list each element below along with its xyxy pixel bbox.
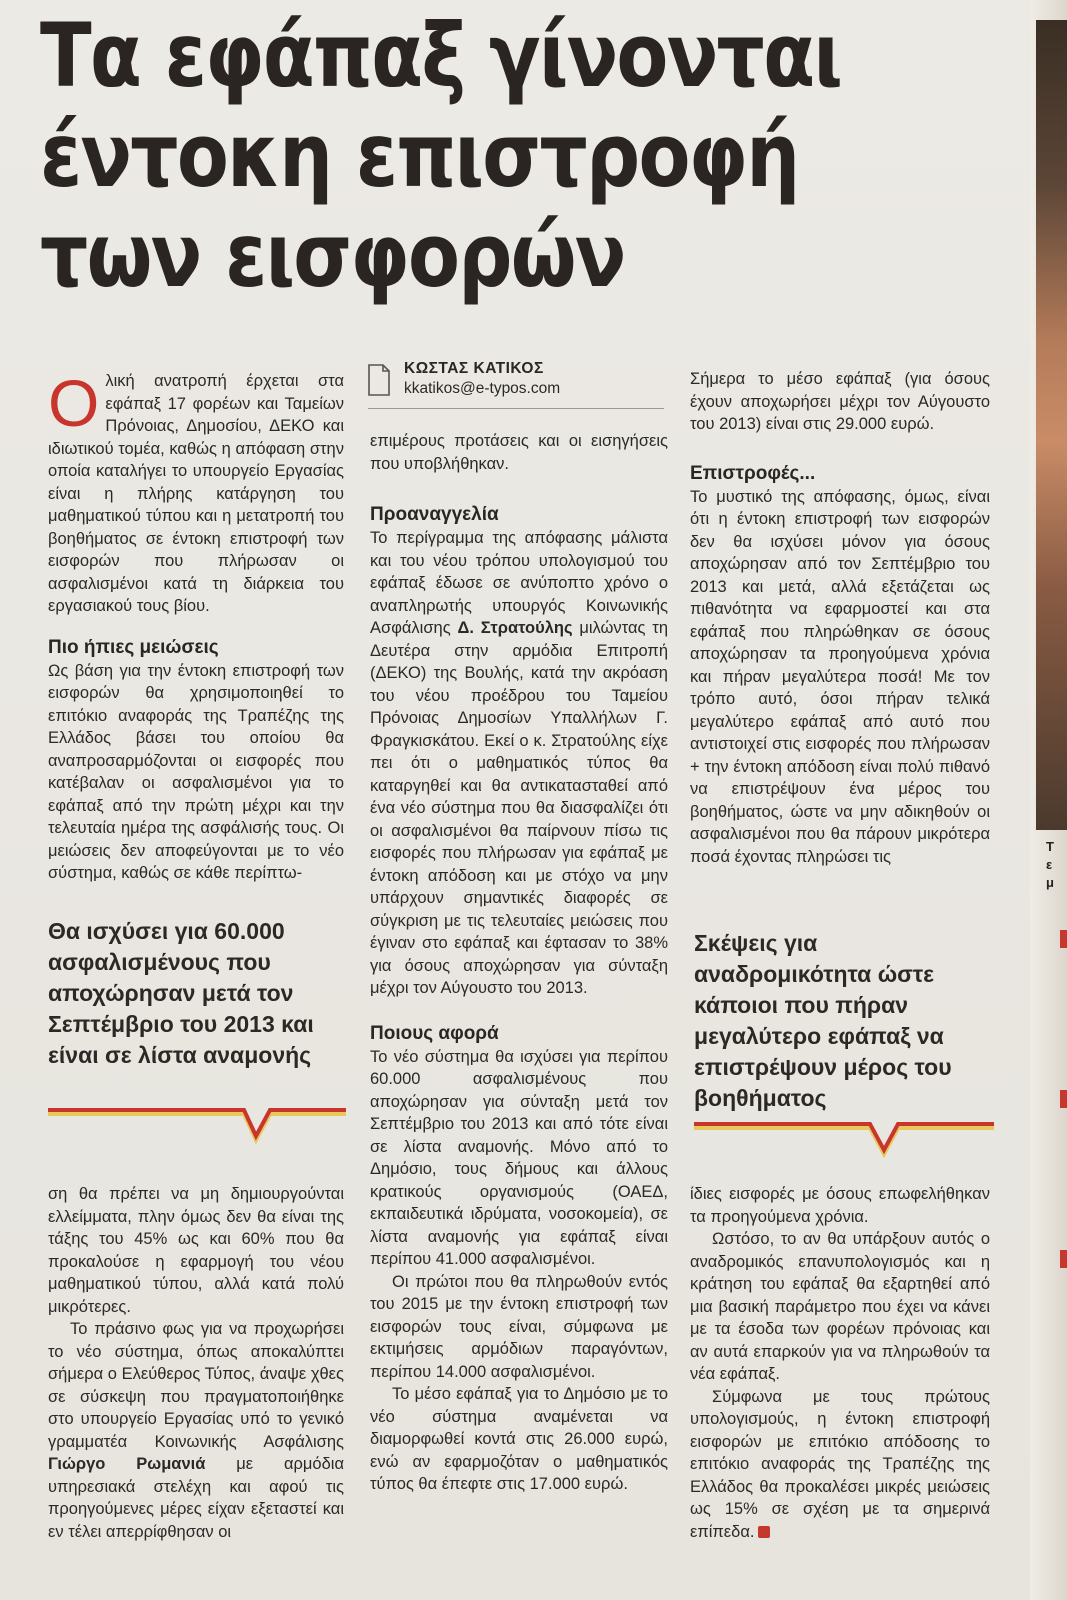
drop-cap: Ο [48,366,100,440]
byline [368,360,664,409]
subhead-refunds: Επιστροφές... [690,462,816,484]
pull-quote-right: Σκέψεις για αναδρομικότητα ώστε κάποιοι που πήραν μεγαλύτερο εφάπαξ να επιστρέψουν μέρος του βοηθήματος [694,930,952,1111]
body-paragraph: Σήμερα το μέσο εφάπαξ (για όσους έχουν αποχωρήσει μέχρι τον Αύγουστο του 2013) είναι στις 29.000 ευρώ. [690,370,990,433]
pullquote-divider-left [48,1104,346,1144]
bold-name: Γιώργο Ρωμανιά [48,1455,206,1473]
pullquote-divider-right [694,1118,994,1158]
body-paragraph: Οι πρώτοι που θα πληρωθούν εντός του 2015 με την έντοκη επιστροφή των εισφορών τους είναι, σύμφωνα με εκτιμήσεις αρμόδιων παραγόντων, περίπου 14.000 ασφαλισμένοι. [370,1272,668,1381]
headline-line-3: των εισφορών [40,204,625,307]
pull-quote-left: Θα ισχύσει για 60.000 ασφαλισμένους που αποχώρησαν μετά τον Σεπτέμβριο του 2013 και είναι σε λίστα αναμονής [48,918,314,1068]
body-paragraph: Ωστόσο, το αν θα υπάρξουν αυτός ο αναδρομικός επανυπολογισμός και η κράτηση του εφάπαξ θα εξαρτηθεί από μια βασική παράμετρο που έχει να κάνει με τα έσοδα των φορέων πρόνοιας και αν αυτά επαρκούν για να πληρωθούν τα νέα εφάπαξ. [690,1230,990,1383]
body-paragraph: Το μυστικό της απόφασης, όμως, είναι ότι η έντοκη επιστροφή των εισφορών δεν θα ισχύσει μόνον για όσους αποχώρησαν από τον Σεπτέμβριο του 2013 και μετά, αλλά εξετάζεται ως πιθανότητα να εφαρμοστεί και στα εφάπαξ που πληρώθηκαν σε όσους αποχώρησαν τα προηγούμενα χρόνια και πήραν μεγαλύτερα ποσά! Με τον τρόπο αυτό, όσοι πήραν τελικά μεγαλύτερο εφάπαξ από αυτό που αντιστοιχεί στις εισφορές που πλήρωσαν + την έντοκη απόδοση είναι πολύ πιθανό να επιστρέψουν ένα μέρος του βοηθήματος, ώστε να μην αδικηθούν οι ασφαλισμένοι που θα πάρουν μικρότερα ποσά έχοντας πληρώσει τις [690,487,990,866]
author-name: ΚΩΣΤΑΣ ΚΑΤΙΚΟΣ [404,360,544,377]
adjacent-red-mark [1060,1250,1067,1268]
body-paragraph: Το μέσο εφάπαξ για το Δημόσιο με το νέο σύστημα αναμένεται να διαμορφωθεί κοντά στις 26.000 ευρώ, ενώ αν εφαρμοζόταν ο μαθηματικός τύπος θα έπεφτε στις 17.000 ευρώ. [370,1385,668,1493]
adjacent-article-edge [1030,0,1067,1600]
body-paragraph: ση θα πρέπει να μη δημιουργούνται ελλείμματα, πλην όμως δεν θα είναι της τάξης του 45% ως και 60% που θα προκαλούσε η εφαρμογή του νέου μαθηματικού τύπου, αλλά κατά πολύ μικρότερες. [48,1185,344,1316]
body-paragraph: Το περίγραμμα της απόφασης μάλιστα και του νέου τρόπου υπολογισμού του εφάπαξ έδωσε σε ανύποπτο χρόνο ο αναπληρωτής υπουργός Κοινωνικής Ασφάλισης Δ. Στρατούλης μιλώντας τη Δευτέρα στην αρμόδια Επιτροπή (ΔΕΚΟ) της Βουλής, κατά την ακρόαση του νέου προέδρου του Ταμείου Πρόνοιας Δημοσίων Υπαλλήλων Γ. Φραγκισκάτου. Εκεί ο κ. Στρατούλης είχε πει ότι ο μαθηματικός τύπος θα καταργηθεί και θα αντικατασταθεί από ένα νέο σύστημα που θα διασφαλίζει ότι οι ασφαλισμένοι θα παίρνουν πίσω τις εισφορές που πλήρωσαν για εφάπαξ με έντοκη απόδοση και με στόχο να μην υπάρχουν σημαντικές διαφορές σε σύγκριση με τις τελευταίες μειώσεις που έγιναν στο εφάπαξ και έφτασαν το 38% για όσους αποχώρησαν για σύνταξη μέχρι τον Αύγουστο του 2013. [370,529,668,997]
adjacent-photo [1036,20,1067,830]
adjacent-red-mark [1060,930,1067,948]
body-paragraph: επιμέρους προτάσεις και οι εισηγήσεις που υποβλήθηκαν. [370,432,668,473]
document-icon [368,364,390,396]
column-3-bottom [690,1183,990,1543]
column-3-top [690,368,990,868]
author-email[interactable]: kkatikos@e-typos.com [404,380,561,397]
column-2 [370,430,668,1496]
body-paragraph: ίδιες εισφορές με όσους επωφελήθηκαν τα προηγούμενα χρόνια. [690,1185,990,1226]
adjacent-caption: Τ ε μ [1046,839,1054,890]
article-headline [40,6,891,306]
column-1-top [48,366,344,885]
headline-line-1: Τα εφάπαξ γίνονται [40,4,842,107]
body-paragraph: Σύμφωνα με τους πρώτους υπολογισμούς, η έντοκη επιστροφή εισφορών με επιτόκιο απόδοσης το επιτόκιο αναφοράς της Τραπέζης της Ελλάδος θα προκαλέσει μικρές μειώσεις ως 15% σε σχέση με τα σημερινά επίπεδα. [690,1387,990,1541]
adjacent-red-mark [1060,1090,1067,1108]
body-paragraph: Το νέο σύστημα θα ισχύσει για περίπου 60.000 ασφαλισμένους που αποχώρησαν για σύνταξη μετά τον Σεπτέμβριο του 2013 και από τότε είναι σε λίστα αναμονής. Μόνο από το Δημόσιο, τους δήμους και άλλους κρατικούς οργανισμούς (ΟΑΕΔ, εκπαιδευτικά ιδρύματα, νοσοκομεία), σε λίστα αναμονής για εφάπαξ είναι περίπου 41.000 ασφαλισμένοι. [370,1047,668,1268]
bold-name: Δ. Στρατούλης [457,619,573,637]
column-1-bottom [48,1183,344,1543]
subhead-preannouncement: Προαναγγελία [370,504,499,525]
subhead-who-it-concerns: Ποιους αφορά [370,1022,499,1044]
end-of-article-mark [758,1526,770,1538]
subhead-milder-cuts: Πιο ήπιες μειώσεις [48,636,219,658]
intro-paragraph: Ολική ανατροπή έρχεται στα εφάπαξ 17 φορέων και Ταμείων Πρόνοιας, Δημοσίου, ΔΕΚΟ και ιδιωτικού τομέα, καθώς η απόφαση στην οποία καταλήγει το υπουργείο Εργασίας είναι η πλήρης κατάργηση του μαθηματικού τύπου και η μετατροπή του βοηθήματος σε έντοκη επιστροφή των εισφορών που πλήρωσαν οι ασφαλισμένοι κατά τη διάρκεια του εργασιακού τους βίου. [48,366,344,615]
body-paragraph: Ως βάση για την έντοκη επιστροφή των εισφορών θα χρησιμοποιηθεί το επιτόκιο αναφοράς της Τραπέζης της Ελλάδος βάσει του οποίου θα αναπροσαρμόζονται οι εισφορές που κατέβαλαν οι ασφαλισμένοι για το εφάπαξ από την πρώτη μέχρι και την τελευταία ημέρα της ασφάλισής τους. Οι μειώσεις δεν αποφεύγονται με το νέο σύστημα, καθώς σε κάθε περίπτω- [48,661,344,882]
body-paragraph: Το πράσινο φως για να προχωρήσει το νέο σύστημα, όπως αποκαλύπτει σήμερα ο Ελεύθερος Τύπος, άναψε χθες σε σύσκεψη που πραγματοποιήθηκε στο υπουργείο Εργασίας υπό το γενικό γραμματέα Κοινωνικής Ασφάλισης Γιώργο Ρωμανιά με αρμόδια υπηρεσιακά στελέχη και αφού τις προηγούμενες μέρες είχαν εξεταστεί και εν τέλει απερρίφθησαν οι [48,1320,345,1541]
headline-line-2: έντοκη επιστροφή [40,104,799,207]
